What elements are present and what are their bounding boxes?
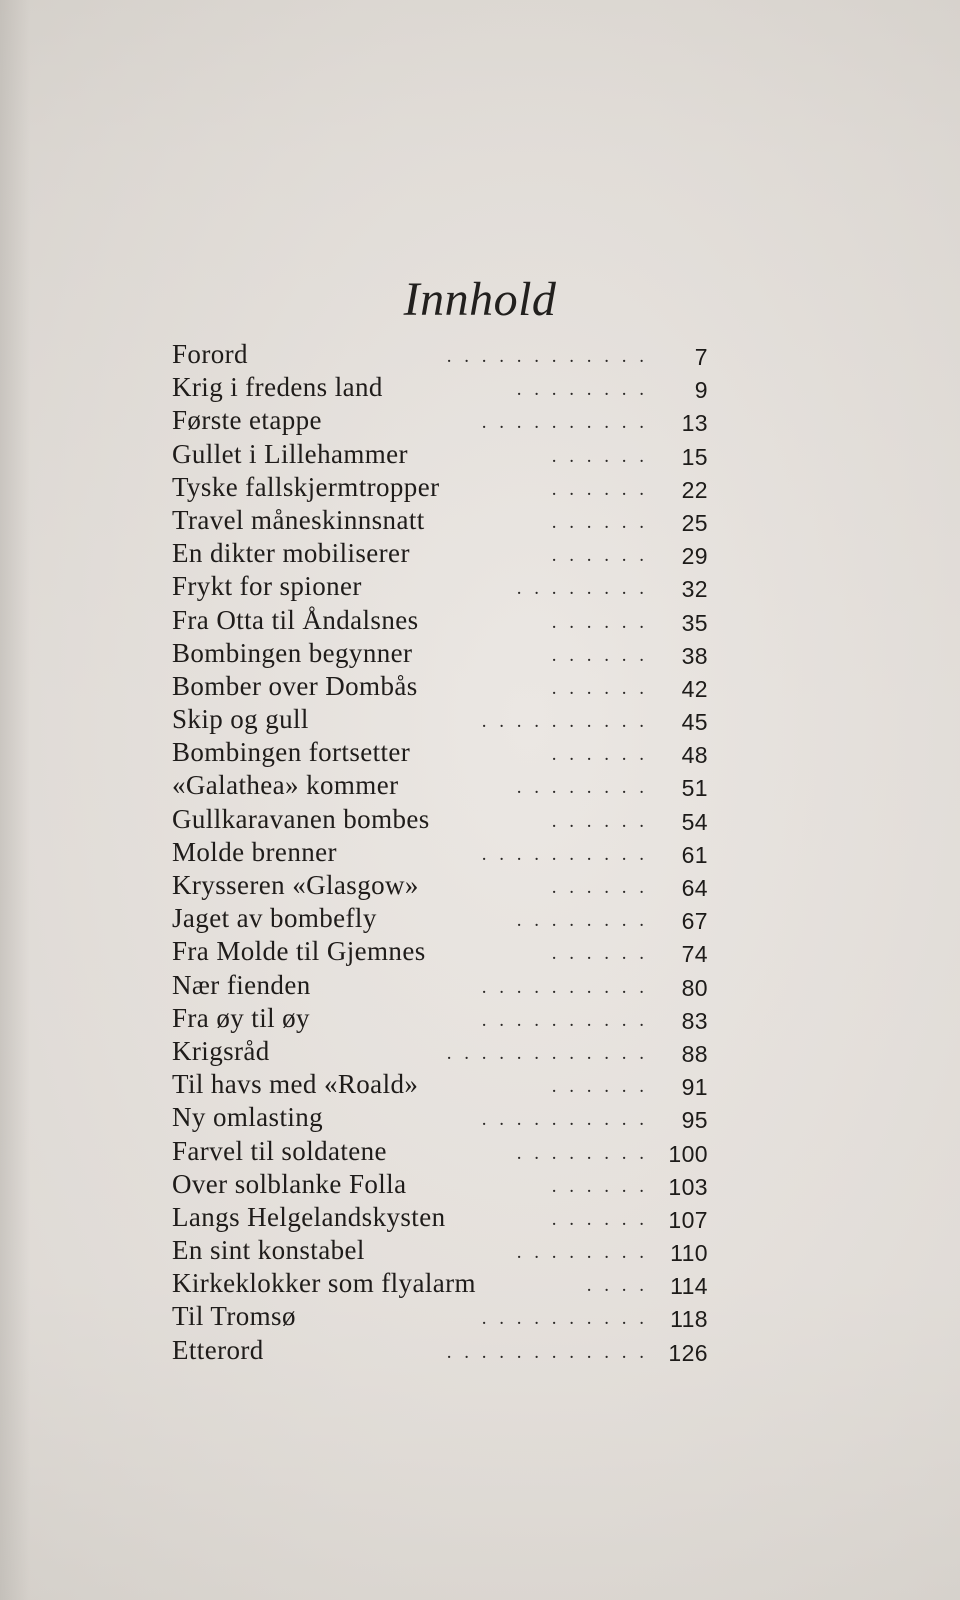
toc-page-number: 95: [681, 1107, 708, 1134]
toc-leader-dots: . . . . . . . .: [516, 1242, 648, 1264]
toc-entry: [172, 902, 708, 935]
toc-leader-dots: . . . . . .: [551, 445, 648, 467]
toc-entry: [172, 935, 708, 968]
toc-page-number: 91: [681, 1074, 708, 1101]
toc-entry: [172, 1002, 708, 1035]
toc-entry: [172, 803, 708, 836]
toc-entry-title: Etterord: [172, 1334, 264, 1365]
toc-page-number: 110: [670, 1240, 708, 1267]
toc-entry: [172, 1300, 708, 1333]
toc-entry: [172, 1068, 708, 1101]
toc-entry-title: Ny omlasting: [172, 1102, 324, 1133]
toc-leader-dots: . . . . . .: [551, 877, 648, 898]
toc-leader-dots: . . . . . . . . . . . .: [446, 1042, 648, 1064]
toc-page-number: 103: [668, 1173, 708, 1200]
toc-entry: [172, 1035, 708, 1068]
toc-entry-title: Over solblanke Folla: [172, 1168, 407, 1199]
toc-entry-title: Fra Molde til Gjemnes: [172, 936, 426, 967]
toc-entry-title: Farvel til soldatene: [172, 1135, 387, 1166]
toc-page-number: 67: [681, 908, 708, 935]
toc-leader-dots: . . . . . .: [551, 744, 648, 766]
page-title: Innhold: [403, 273, 557, 326]
toc-entry: [172, 371, 708, 404]
toc-leader-dots: . . . . . . . . . . . .: [446, 1341, 648, 1363]
toc-entry-title: Bombingen begynner: [172, 637, 413, 668]
toc-page-number: 51: [681, 775, 708, 802]
toc-entry-title: Skip og gull: [172, 704, 309, 735]
toc-entry-title: Fra Otta til Åndalsnes: [172, 604, 419, 635]
toc-page-number: 64: [681, 875, 708, 901]
toc-page-number: 15: [681, 443, 708, 470]
toc-entry-title: Krig i fredens land: [172, 372, 383, 403]
toc-leader-dots: . . . . . . . .: [516, 578, 648, 600]
toc-page-number: 80: [681, 974, 708, 1001]
toc-page-number: 88: [681, 1040, 708, 1067]
toc-leader-dots: . . . . . . . . . .: [481, 1109, 648, 1131]
toc-entry: [172, 1168, 708, 1201]
toc-entry-title: Frykt for spioner: [172, 571, 362, 602]
toc-page-number: 42: [681, 675, 708, 702]
toc-entry: [172, 1201, 708, 1234]
toc-entry: [172, 836, 708, 869]
toc-entry: [172, 869, 708, 902]
toc-leader-dots: . . . . . . . . . .: [481, 711, 648, 733]
toc-page-number: 22: [681, 476, 708, 503]
toc-leader-dots: . . . .: [586, 1275, 648, 1297]
toc-page-number: 74: [681, 941, 708, 968]
toc-entry: [172, 504, 708, 537]
toc-entry-title: Molde brenner: [172, 836, 337, 867]
toc-entry: [172, 438, 708, 471]
toc-page-number: 114: [670, 1273, 708, 1300]
toc-entry-title: Krysseren «Glasgow»: [172, 870, 419, 900]
toc-entry: [172, 736, 708, 769]
toc-leader-dots: . . . . . .: [551, 611, 648, 633]
toc-leader-dots: . . . . . . . . . .: [481, 1009, 648, 1031]
toc-entry-title: Første etappe: [172, 405, 322, 436]
toc-entry-title: Nær fienden: [172, 969, 311, 1000]
toc-entry-title: Kirkeklokker som flyalarm: [172, 1268, 476, 1299]
toc-leader-dots: . . . . . . . . . .: [481, 843, 648, 865]
toc-entry-title: Bombingen fortsetter: [172, 737, 411, 768]
toc-entry-title: Langs Helgelandskysten: [172, 1201, 446, 1232]
toc-entry: [172, 1135, 708, 1168]
toc-entry-title: Bomber over Dombås: [172, 670, 418, 701]
toc-leader-dots: . . . . . .: [551, 677, 648, 699]
toc-leader-dots: . . . . . .: [551, 943, 648, 965]
toc-page-number: 61: [681, 841, 708, 868]
toc-leader-dots: . . . . . . . .: [516, 777, 648, 799]
toc-entry-title: Gullkaravanen bombes: [172, 803, 430, 834]
toc-page-number: 29: [681, 543, 708, 570]
toc-entry: [172, 703, 708, 736]
toc-entry: [172, 537, 708, 570]
toc-entry-title: Til havs med «Roald»: [172, 1069, 419, 1100]
toc-leader-dots: . . . . . . . . . .: [481, 1308, 648, 1330]
toc-entry-title: Krigsråd: [172, 1035, 270, 1066]
toc-entry-title: En sint konstabel: [172, 1235, 365, 1266]
toc-page-number: 118: [670, 1306, 708, 1333]
toc-leader-dots: . . . . . . . .: [516, 1142, 648, 1164]
toc-page-number: 25: [681, 509, 708, 536]
toc-page-number: 35: [681, 609, 708, 636]
toc-entry: [172, 570, 708, 603]
toc-entry: [172, 1334, 708, 1367]
toc-entry-title: «Galathea» kommer: [172, 770, 399, 801]
toc-entry: [172, 604, 708, 637]
toc-page-number: 100: [668, 1140, 708, 1167]
toc-page-number: 48: [681, 742, 708, 769]
toc-leader-dots: . . . . . .: [551, 810, 648, 832]
toc-entry: [172, 769, 708, 802]
toc-leader-dots: . . . . . .: [551, 545, 648, 567]
toc-entry: [172, 1267, 708, 1300]
toc-entry: [172, 338, 708, 371]
toc-entry: [172, 1234, 708, 1267]
toc-leader-dots: . . . . . . . .: [516, 910, 648, 932]
toc-entry-title: Fra øy til øy: [172, 1002, 310, 1033]
toc-leader-dots: . . . . . . . . . .: [481, 976, 648, 998]
toc-page-number: 54: [681, 808, 708, 835]
toc-entry-title: Forord: [172, 339, 248, 369]
toc-entry-title: En dikter mobiliserer: [172, 538, 410, 569]
toc-entry: [172, 404, 708, 437]
toc-page-number: 13: [681, 410, 708, 437]
toc-leader-dots: . . . . . . . . . .: [481, 412, 648, 434]
toc-leader-dots: . . . . . .: [551, 478, 648, 500]
toc-leader-dots: . . . . . .: [551, 1175, 648, 1197]
toc-page-number: 126: [668, 1339, 708, 1366]
toc-page-number: 9: [694, 377, 708, 404]
toc-page-number: 45: [681, 709, 708, 736]
toc-leader-dots: . . . . . .: [551, 511, 648, 533]
toc-page-number: 38: [681, 642, 708, 669]
page-shadow: [0, 0, 30, 1600]
toc-entry: [172, 1101, 708, 1134]
toc-leader-dots: . . . . . . . .: [516, 379, 648, 401]
toc-leader-dots: . . . . . .: [551, 1076, 648, 1098]
toc-entry: [172, 670, 708, 703]
toc-leader-dots: . . . . . . . . . . . .: [446, 346, 648, 367]
toc-entry: [172, 637, 708, 670]
toc-page-number: 107: [668, 1206, 708, 1233]
toc-page-number: 7: [694, 344, 708, 370]
toc-entry: [172, 969, 708, 1002]
toc-page-number: 83: [681, 1007, 708, 1034]
table-of-contents: [172, 338, 708, 1367]
toc-leader-dots: . . . . . .: [551, 1208, 648, 1230]
toc-entry-title: Travel måneskinnsnatt: [172, 504, 425, 535]
toc-entry-title: Jaget av bombefly: [172, 903, 377, 934]
toc-page-number: 32: [681, 576, 708, 603]
toc-entry-title: Til Tromsø: [172, 1301, 296, 1332]
toc-entry-title: Tyske fallskjermtropper: [172, 471, 440, 502]
toc-entry: [172, 471, 708, 504]
toc-leader-dots: . . . . . .: [551, 644, 648, 666]
toc-entry-title: Gullet i Lillehammer: [172, 438, 408, 469]
